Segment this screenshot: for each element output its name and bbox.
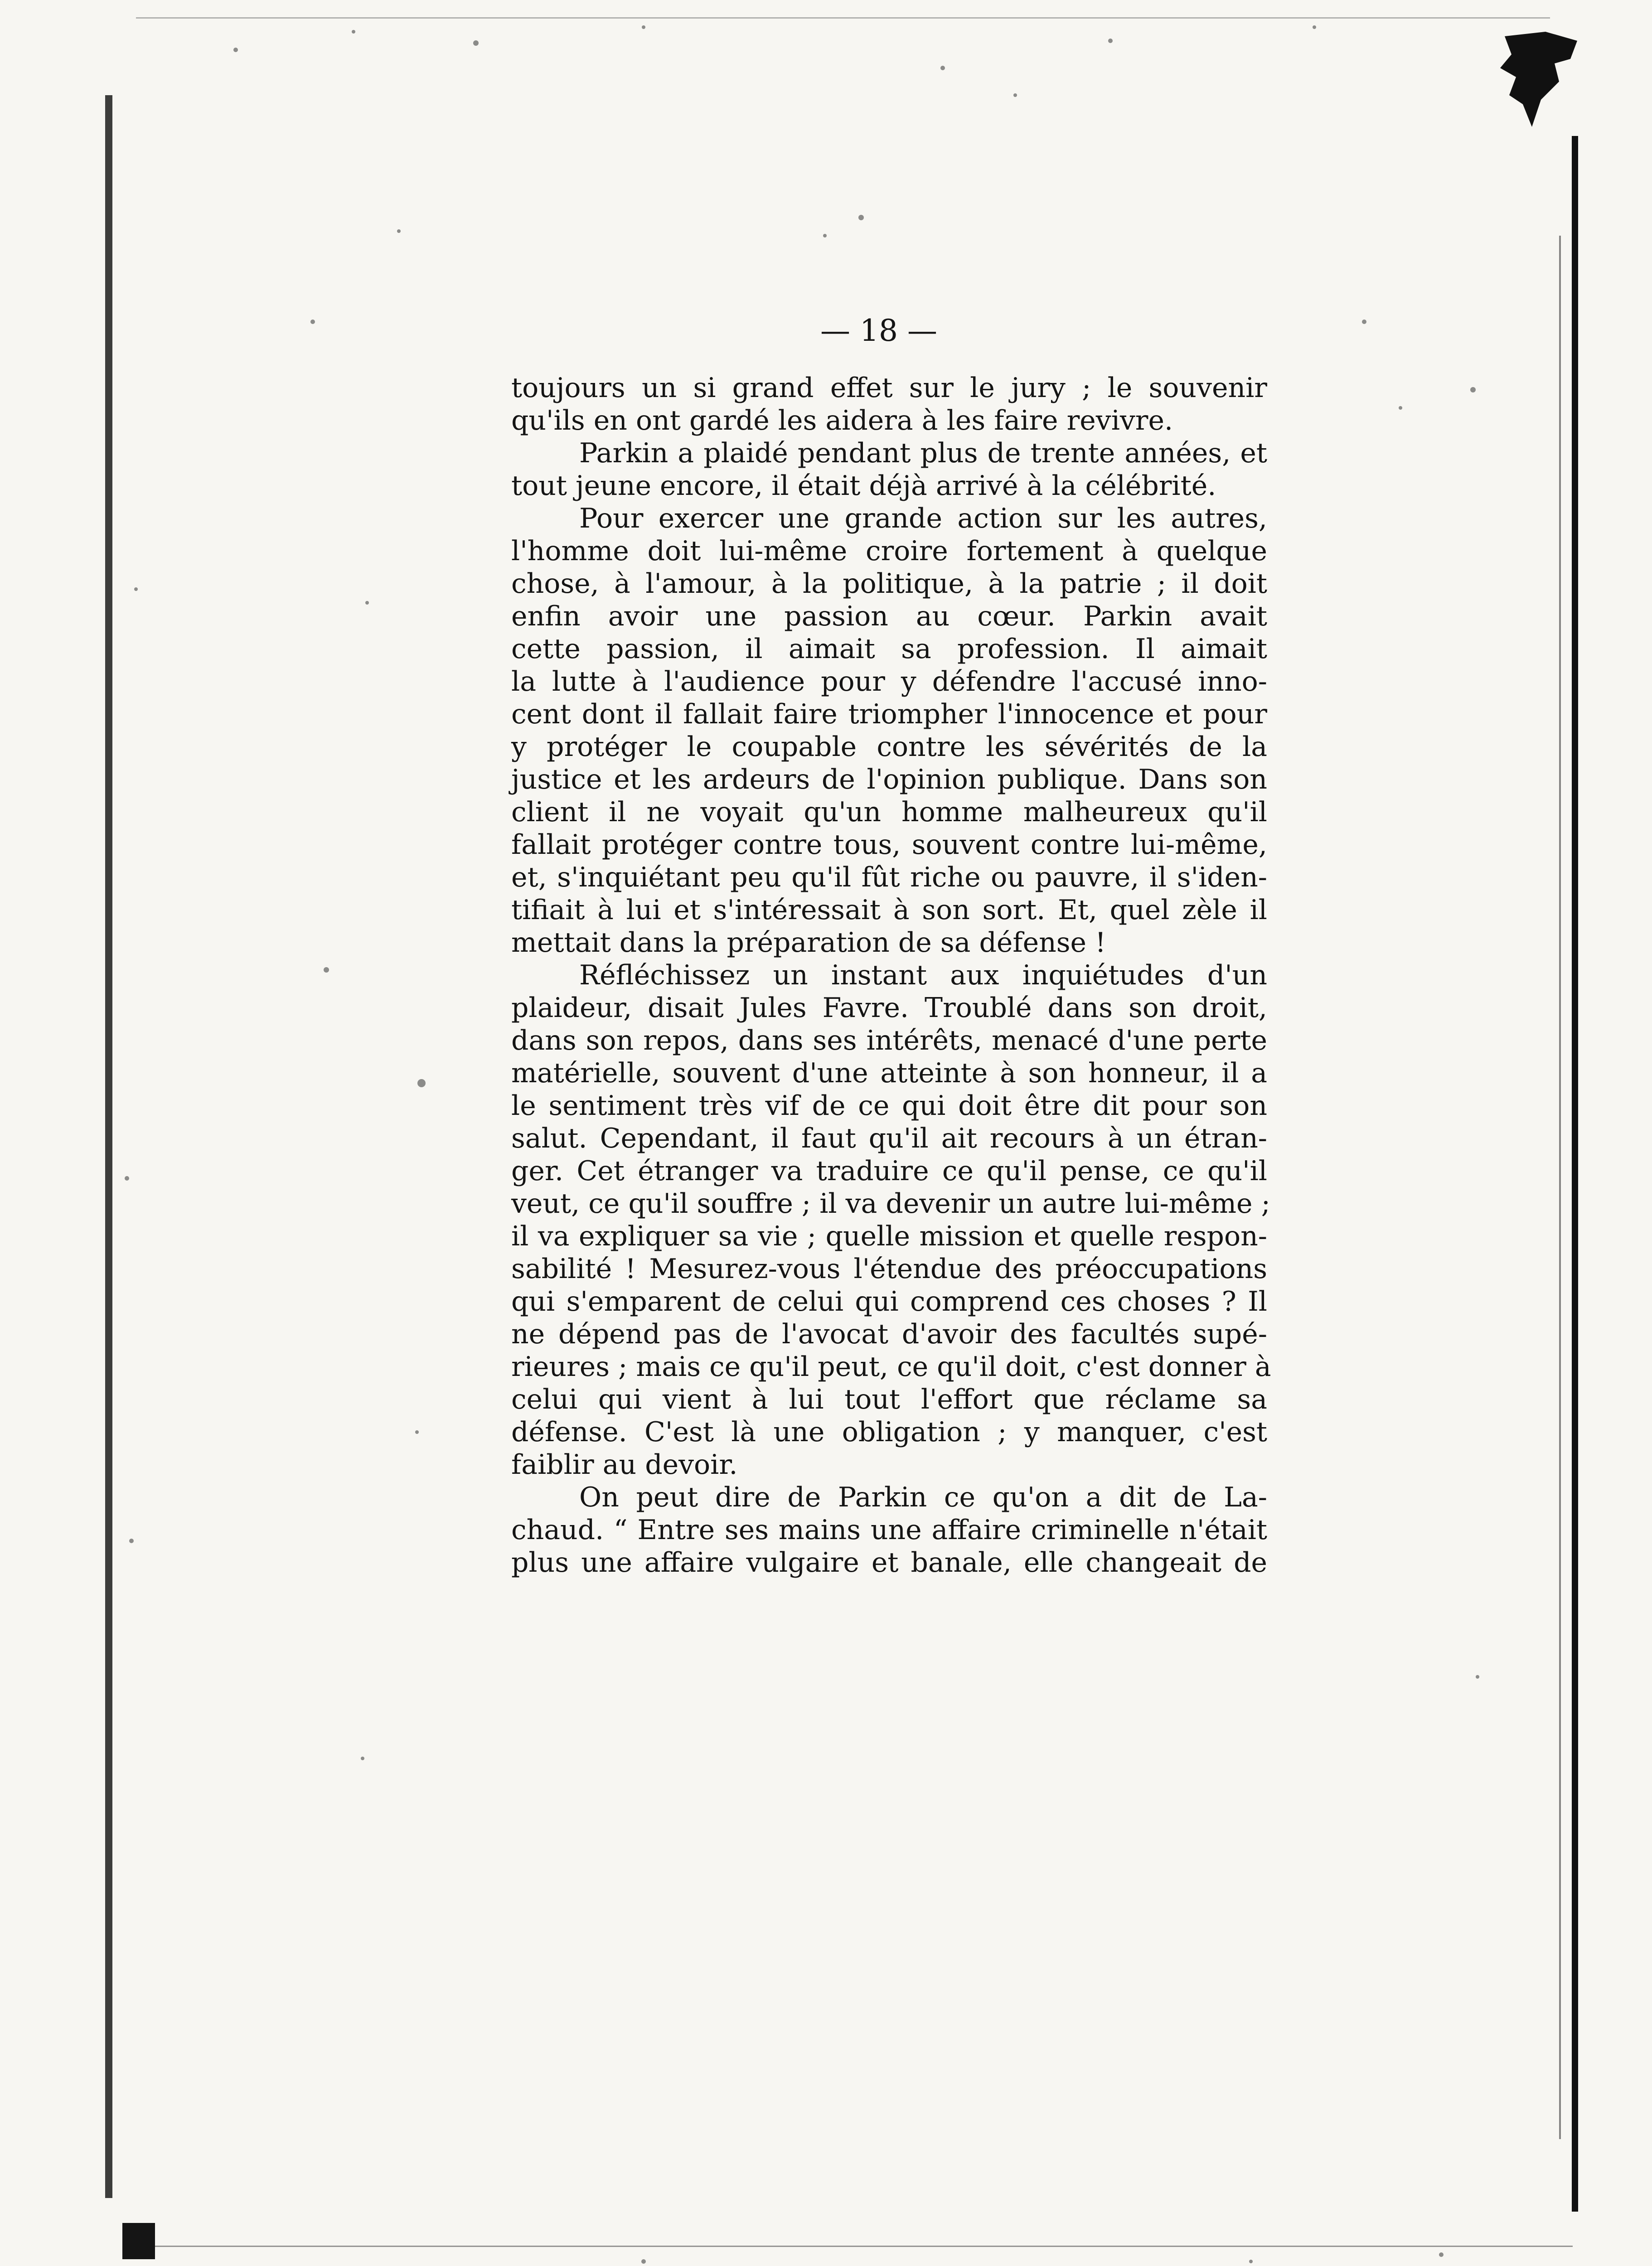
- text-line: il va expliquer sa vie ; quelle mission et quelle respon-: [511, 1220, 1267, 1252]
- text-line: qu'ils en ont gardé les aidera à les faire revivre.: [511, 405, 1173, 436]
- text-line: enfin avoir une passion au cœur. Parkin avait: [511, 600, 1267, 632]
- text-line: tifiait à lui et s'intéressait à son sort. Et, quel zèle il: [511, 894, 1267, 926]
- text-line: et, s'inquiétant peu qu'il fût riche ou pauvre, il s'iden-: [511, 862, 1267, 893]
- text-line: défense. C'est là une obligation ; y manquer, c'est: [511, 1416, 1267, 1448]
- text-line: Pour exercer une grande action sur les autres,: [579, 503, 1267, 534]
- text-line: chaud. “ Entre ses mains une affaire criminelle n'était: [511, 1514, 1267, 1546]
- text-line: qui s'emparent de celui qui comprend ces choses ? Il: [511, 1286, 1267, 1317]
- page-number: — 18 —: [820, 313, 937, 348]
- text-line: chose, à l'amour, à la politique, à la patrie ; il doit: [511, 568, 1267, 600]
- text-line: tout jeune encore, il était déjà arrivé à la célébrité.: [511, 470, 1216, 502]
- text-line: ger. Cet étranger va traduire ce qu'il pense, ce qu'il: [511, 1155, 1267, 1187]
- text-line: justice et les ardeurs de l'opinion publique. Dans son: [511, 764, 1267, 795]
- text-line: l'homme doit lui-même croire fortement à quelque: [511, 535, 1267, 567]
- text-line: dans son repos, dans ses intérêts, menacé d'une perte: [511, 1025, 1267, 1056]
- text-line: On peut dire de Parkin ce qu'on a dit de La-: [579, 1482, 1267, 1513]
- text-line: cette passion, il aimait sa profession. Il aimait: [511, 633, 1267, 665]
- text-line: le sentiment très vif de ce qui doit être dit pour son: [511, 1090, 1267, 1122]
- text-line: fallait protéger contre tous, souvent contre lui-même,: [511, 829, 1267, 861]
- text-line: celui qui vient à lui tout l'effort que réclame sa: [511, 1384, 1267, 1415]
- text-line: matérielle, souvent d'une atteinte à son honneur, il a: [511, 1057, 1267, 1089]
- text-line: sabilité ! Mesurez-vous l'étendue des préoccupations: [511, 1253, 1267, 1285]
- text-line: salut. Cependant, il faut qu'il ait recours à un étran-: [511, 1123, 1267, 1154]
- text-line: la lutte à l'audience pour y défendre l'accusé inno-: [511, 666, 1267, 697]
- text-line: mettait dans la préparation de sa défense !: [511, 927, 1106, 959]
- text-line: client il ne voyait qu'un homme malheureux qu'il: [511, 796, 1267, 828]
- text-line: y protéger le coupable contre les sévérités de la: [511, 731, 1267, 763]
- text-line: plaideur, disait Jules Favre. Troublé dans son droit,: [511, 992, 1267, 1024]
- text-line: veut, ce qu'il souffre ; il va devenir un autre lui-même ;: [511, 1188, 1270, 1220]
- body-text: [511, 372, 1271, 1579]
- text-line: Réfléchissez un instant aux inquiétudes d'un: [579, 959, 1267, 991]
- text-line: rieures ; mais ce qu'il peut, ce qu'il doit, c'est donner à: [511, 1351, 1271, 1383]
- text-line: Parkin a plaidé pendant plus de trente années, et: [579, 437, 1267, 469]
- text-line: toujours un si grand effet sur le jury ; le souvenir: [511, 372, 1267, 404]
- text-line: cent dont il fallait faire triompher l'innocence et pour: [511, 698, 1267, 730]
- text-line: ne dépend pas de l'avocat d'avoir des facultés supé-: [511, 1318, 1267, 1350]
- text-line: plus une affaire vulgaire et banale, elle changeait de: [511, 1547, 1267, 1578]
- text-line: faiblir au devoir.: [511, 1449, 738, 1481]
